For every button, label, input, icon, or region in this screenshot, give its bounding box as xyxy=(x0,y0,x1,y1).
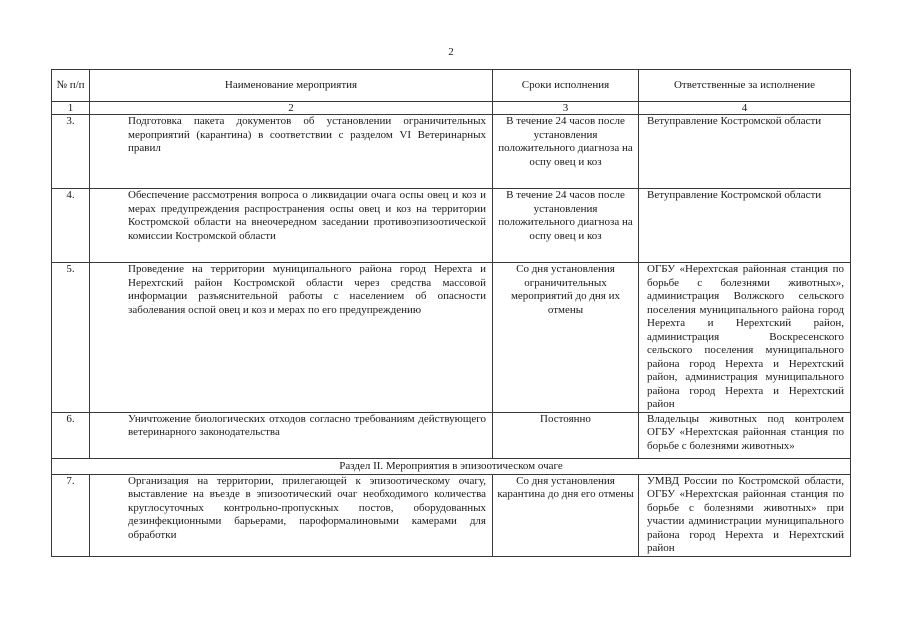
row-responsible: ОГБУ «Нерехтская районная станция по борьбе с болезнями животных», администрация Волжского сельского поселения муниципального района город Нерехта и Нерехтский район, администрация Воскресенского сельского поселения муниципального района город Нерехта и Нерехтский район, администрация муниципального района город Нерехта и Нерехтский район xyxy=(639,263,851,413)
row-name: Проведение на территории муниципального района город Нерехта и Нерехтский район Костромской области через средства массовой информации разъяснительной работы с населением об опасности заболевания оспой овец и коз и мерах по его предупреждению xyxy=(90,263,493,413)
section-row xyxy=(52,458,851,474)
row-responsible: УМВД России по Костромской области, ОГБУ «Нерехтская районная станция по борьбе с болезнями животных» при участии администрации муниципального района город Нерехта и Нерехтский район xyxy=(639,474,851,556)
table-row xyxy=(52,412,851,458)
row-responsible: Ветуправление Костромской области xyxy=(639,115,851,189)
measures-table xyxy=(51,69,851,557)
table-row xyxy=(52,189,851,263)
row-name: Обеспечение рассмотрения вопроса о ликвидации очага оспы овец и коз и мерах предупреждения распространения оспы овец и коз на территории Костромской области на внеочередном заседании противоэпизоотической комиссии Костромской области xyxy=(90,189,493,263)
header-term: Сроки исполнения xyxy=(493,70,639,102)
row-term: В течение 24 часов после установления положительного диагноза на оспу овец и коз xyxy=(493,189,639,263)
section-title: Раздел II. Мероприятия в эпизоотическом очаге xyxy=(52,458,851,474)
row-num: 4. xyxy=(52,189,90,263)
row-num: 6. xyxy=(52,412,90,458)
table-row xyxy=(52,263,851,413)
row-num: 7. xyxy=(52,474,90,556)
row-term: Постоянно xyxy=(493,412,639,458)
column-number: 2 xyxy=(90,102,493,115)
row-num: 5. xyxy=(52,263,90,413)
header-responsible: Ответственные за исполнение xyxy=(639,70,851,102)
column-number-row xyxy=(52,102,851,115)
row-term: Со дня установления карантина до дня его отмены xyxy=(493,474,639,556)
table-row xyxy=(52,115,851,189)
row-name: Организация на территории, прилегающей к эпизоотическому очагу, выставление на въезде в эпизоотический очаг необходимого количества круглосуточных контрольно-пропускных постов, оборудованных дезинфекционными барьерами, пароформалиновыми камерами для обработки xyxy=(90,474,493,556)
row-responsible: Ветуправление Костромской области xyxy=(639,189,851,263)
header-num: № п/п xyxy=(52,70,90,102)
table-header-row xyxy=(52,70,851,102)
row-name: Подготовка пакета документов об установлении ограничительных мероприятий (карантина) в соответствии с разделом VI Ветеринарных правил xyxy=(90,115,493,189)
row-responsible: Владельцы животных под контролем ОГБУ «Нерехтская районная станция по борьбе с болезнями животных» xyxy=(639,412,851,458)
row-name: Уничтожение биологических отходов согласно требованиям действующего ветеринарного законодательства xyxy=(90,412,493,458)
page-number: 2 xyxy=(448,46,454,58)
column-number: 1 xyxy=(52,102,90,115)
column-number: 3 xyxy=(493,102,639,115)
row-num: 3. xyxy=(52,115,90,189)
column-number: 4 xyxy=(639,102,851,115)
row-term: Со дня установления ограничительных мероприятий до дня их отмены xyxy=(493,263,639,413)
row-term: В течение 24 часов после установления положительного диагноза на оспу овец и коз xyxy=(493,115,639,189)
header-name: Наименование мероприятия xyxy=(90,70,493,102)
table-row xyxy=(52,474,851,556)
